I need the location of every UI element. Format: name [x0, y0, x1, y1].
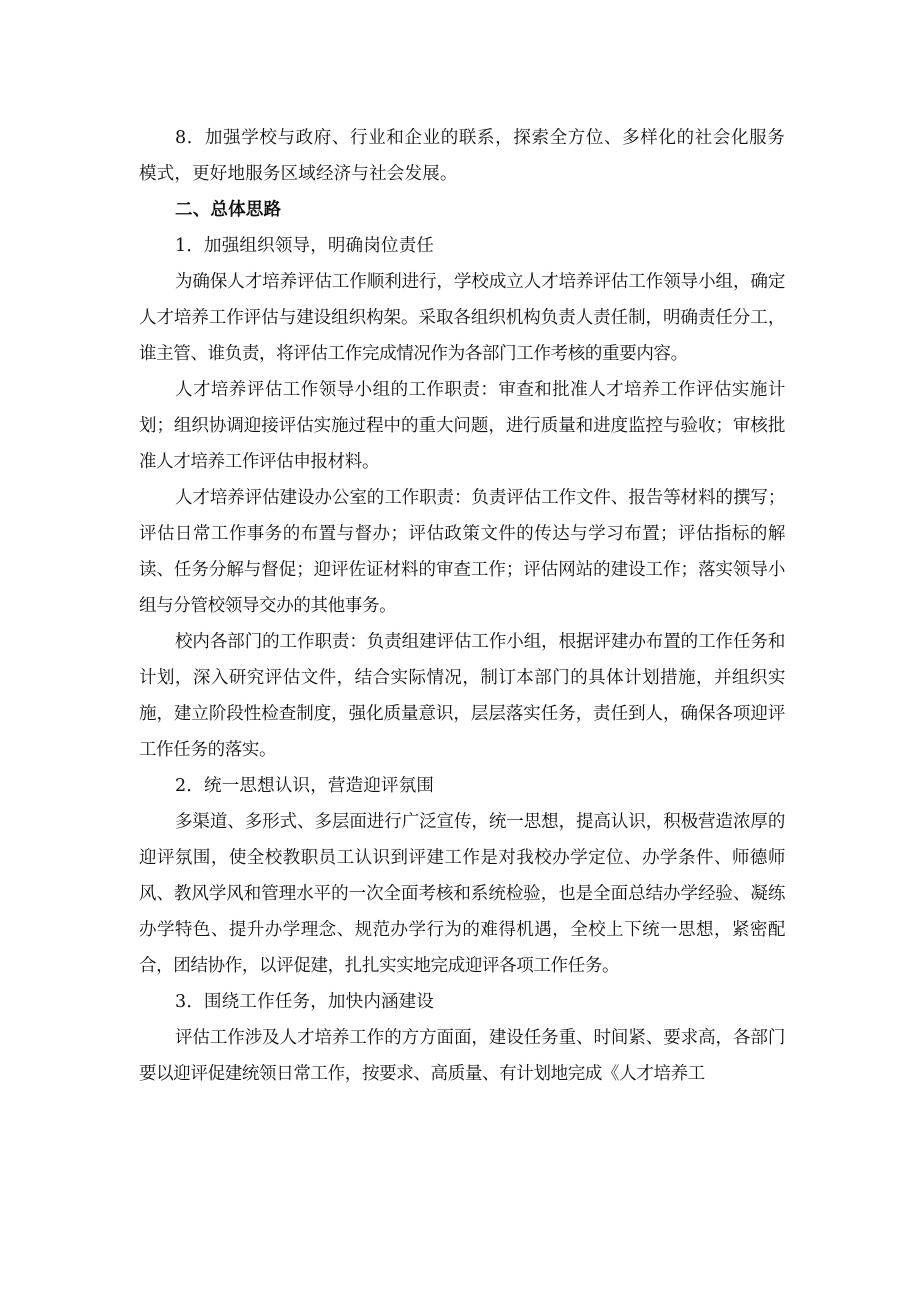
paragraph-leading-group-duties: 人才培养评估工作领导小组的工作职责：审查和批准人才培养工作评估实施计划；组织协调迎接评估实施过程中的重大问题，进行质量和进度监控与验收；审核批准人才培养工作评估申报材料。: [139, 380, 785, 472]
paragraph-office-duties: 人才培养评估建设办公室的工作职责：负责评估工作文件、报告等材料的撰写；评估日常工作事务的布置与督办；评估政策文件的传达与学习布置；评估指标的解读、任务分解与督促；迎评佐证材料的审查工作；评估网站的建设工作；落实领导小组与分管校领导交办的其他事务。: [139, 488, 785, 616]
document-page: [139, 120, 785, 1092]
paragraph-evaluation-leading-group: 为确保人才培养评估工作顺利进行，学校成立人才培养评估工作领导小组，确定人才培养工作评估与建设组织构架。采取各组织机构负责人责任制，明确责任分工，谁主管、谁负责，将评估工作完成情况作为各部门工作考核的重要内容。: [139, 272, 785, 364]
paragraph-department-duties: 校内各部门的工作职责：负责组建评估工作小组，根据评建办布置的工作任务和计划，深入研究评估文件，结合实际情况，制订本部门的具体计划措施，并组织实施，建立阶段性检查制度，强化质量意识，层层落实任务，责任到人，确保各项迎评工作任务的落实。: [139, 632, 785, 760]
section-heading-overall-approach: 二、总体思路: [175, 200, 282, 220]
subheading-unify-thinking: 2．统一思想认识，营造迎评氛围: [175, 776, 435, 796]
paragraph-publicity-atmosphere: 多渠道、多形式、多层面进行广泛宣传，统一思想，提高认识，积极营造浓厚的迎评氛围，使全校教职员工认识到评建工作是对我校办学定位、办学条件、师德师风、教风学风和管理水平的一次全面考核和系统检验，也是全面总结办学经验、凝练办学特色、提升办学理念、规范办学行为的难得机遇，全校上下统一思想，紧密配合，团结协作，以评促建，扎扎实实地完成迎评各项工作任务。: [139, 812, 785, 976]
paragraph-evaluation-tasks: 评估工作涉及人才培养工作的方方面面，建设任务重、时间紧、要求高，各部门要以迎评促建统领日常工作，按要求、高质量、有计划地完成《人才培养工: [139, 1028, 785, 1084]
paragraph-item-8-strengthen-links: 8．加强学校与政府、行业和企业的联系，探索全方位、多样化的社会化服务模式，更好地服务区域经济与社会发展。: [139, 128, 785, 184]
subheading-organization-leadership: 1．加强组织领导，明确岗位责任: [175, 236, 435, 256]
subheading-connotation-building: 3．围绕工作任务，加快内涵建设: [175, 992, 435, 1012]
